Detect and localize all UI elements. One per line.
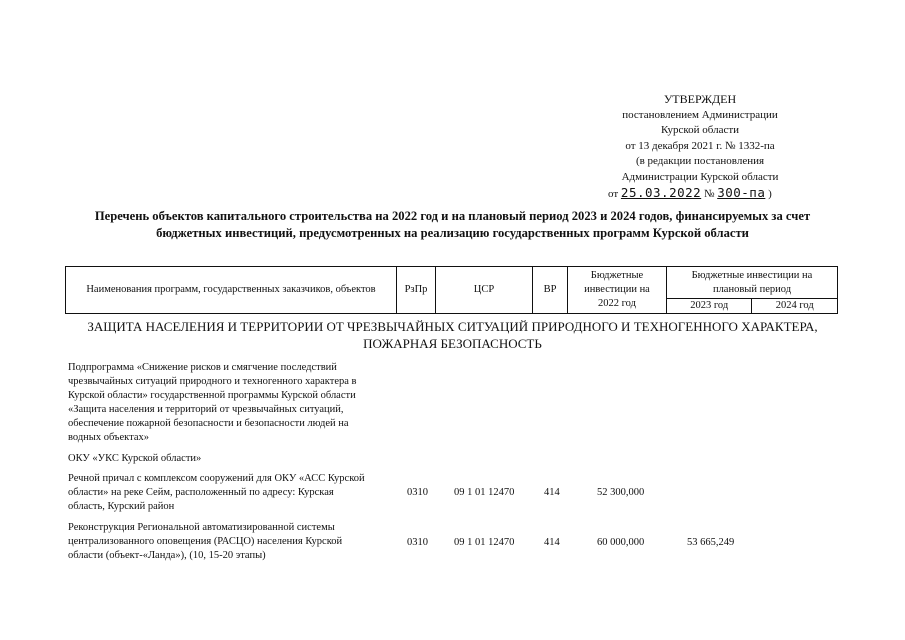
table-row-name <box>68 472 393 514</box>
approval-line: от 13 декабря 2021 г. № 1332-па <box>625 139 775 152</box>
section-heading <box>40 318 865 352</box>
row-name-line: области» на реке Сейм, расположенный по адресу: Курская <box>68 487 334 498</box>
header-2024: 2024 год <box>752 299 838 314</box>
amendment-date: 25.03.2022 <box>620 185 702 200</box>
header-inv2022-line: инвестиции на <box>584 284 650 295</box>
closing-paren: ) <box>768 188 772 200</box>
row-name-line: области (объект-«Ланда»), (10, 15-20 этапы) <box>68 550 266 561</box>
row-inv2023: 53 665,249 <box>687 537 735 548</box>
subprogram-text <box>68 361 393 445</box>
row-name-line: централизованного оповещения (РАСЦО) населения Курской <box>68 536 343 547</box>
row-vr: 414 <box>544 537 560 548</box>
row-csr: 09 1 01 12470 <box>454 537 515 548</box>
title-line: бюджетных инвестиций, предусмотренных на реализацию государственных программ Курской области <box>156 226 749 240</box>
row-rzpr: 0310 <box>407 487 428 498</box>
header-rzpr: РзПр <box>397 267 436 314</box>
section-line: ЗАЩИТА НАСЕЛЕНИЯ И ТЕРРИТОРИИ ОТ ЧРЕЗВЫЧАЙНЫХ СИТУАЦИЙ ПРИРОДНОГО И ТЕХНОГЕННОГО ХАРАКТЕРА, <box>87 319 818 334</box>
row-inv2022: 60 000,000 <box>597 537 645 548</box>
header-planned-line: Бюджетные инвестиции на <box>691 269 813 281</box>
header-2023: 2023 год <box>667 299 752 314</box>
header-name: Наименования программ, государственных заказчиков, объектов <box>66 267 397 314</box>
document-title <box>30 208 875 242</box>
subprogram-line: Курской области» государственной программы Курской области <box>68 390 356 401</box>
header-planned <box>667 267 838 299</box>
amendment-date-line <box>585 185 815 203</box>
approval-line: постановлением Администрации <box>622 108 778 121</box>
title-line: Перечень объектов капитального строительства на 2022 год и на плановый период 2023 и 2024 годов, финансируемых за счет <box>94 209 811 223</box>
approval-stamp <box>585 92 815 203</box>
subprogram-line: водных объектах» <box>68 432 149 443</box>
customer-name: ОКУ «УКС Курской области» <box>68 453 202 464</box>
header-planned-line: плановый период <box>712 283 792 295</box>
row-inv2022: 52 300,000 <box>597 487 645 498</box>
approval-line: Администрации Курской области <box>621 170 779 183</box>
approval-line: (в редакции постановления <box>635 155 765 167</box>
approval-line: Курской области <box>660 124 740 136</box>
row-csr: 09 1 01 12470 <box>454 487 515 498</box>
amendment-number: 300-па <box>717 185 766 200</box>
number-prefix: № <box>703 188 715 200</box>
subprogram-line: «Защита населения и территорий от чрезвычайных ситуаций, <box>68 404 344 415</box>
row-vr: 414 <box>544 487 560 498</box>
header-inv2022-line: Бюджетные <box>590 270 644 281</box>
subprogram-line: Подпрограмма «Снижение рисков и смягчение последствий <box>68 362 337 373</box>
table-header <box>65 266 838 314</box>
header-csr: ЦСР <box>436 267 533 314</box>
table-row-name <box>68 521 393 563</box>
header-inv2022-line: 2022 год <box>598 298 636 309</box>
row-rzpr: 0310 <box>407 537 428 548</box>
header-vr: ВР <box>533 267 568 314</box>
date-prefix: от <box>608 188 619 200</box>
subprogram-line: обеспечение пожарной безопасности и безопасности людей на <box>68 418 349 429</box>
subprogram-line: чрезвычайных ситуаций природного и техногенного характера в <box>68 376 357 387</box>
row-name-line: Речной причал с комплексом сооружений для ОКУ «АСС Курской <box>68 473 365 484</box>
header-inv2022 <box>568 267 667 314</box>
section-line: ПОЖАРНАЯ БЕЗОПАСНОСТЬ <box>363 336 542 351</box>
row-name-line: Реконструкция Региональной автоматизированной системы <box>68 522 335 533</box>
approval-heading: УТВЕРЖДЕН <box>663 92 737 106</box>
row-name-line: область, Курский район <box>68 501 175 512</box>
